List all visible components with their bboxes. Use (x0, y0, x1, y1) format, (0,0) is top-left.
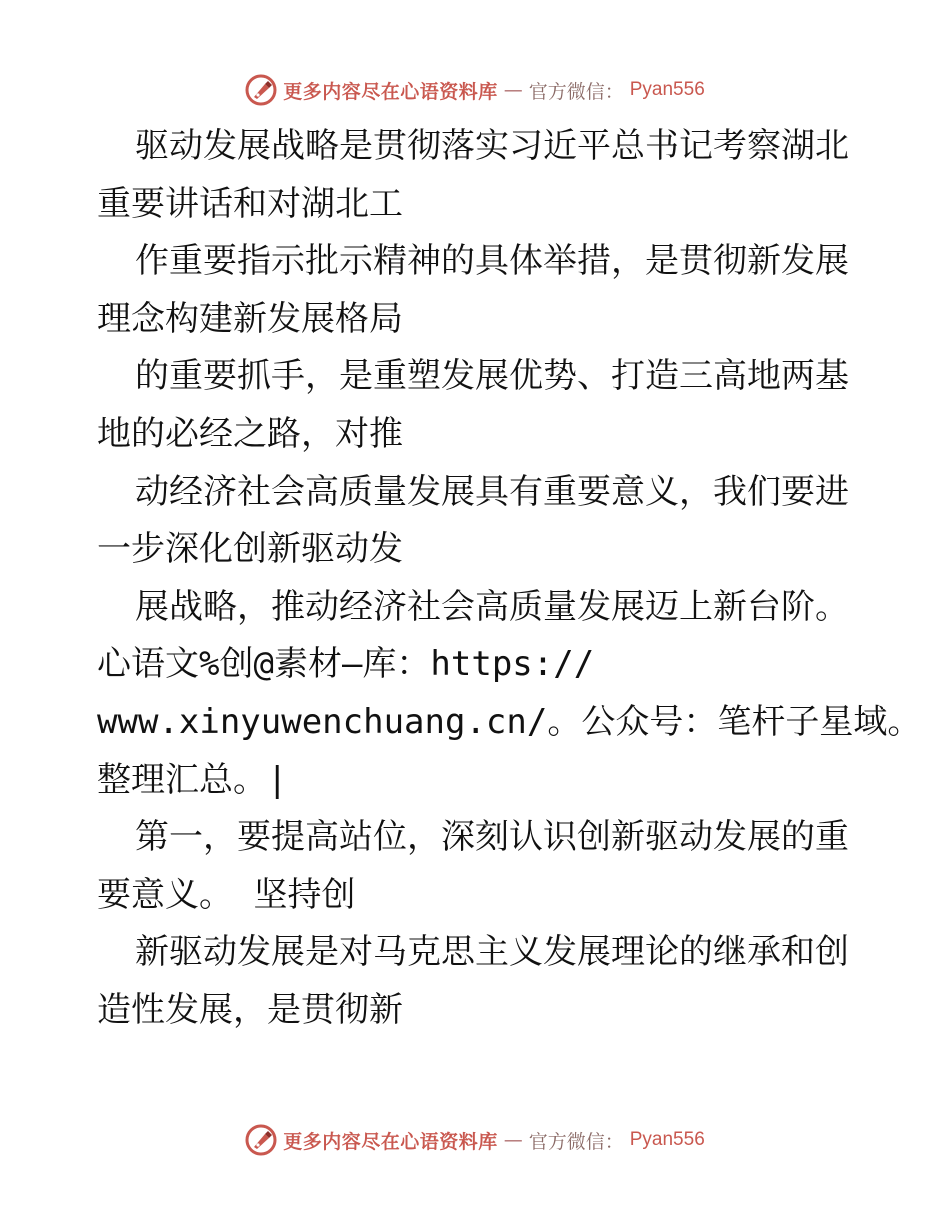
text-line: 展战略，推动经济社会高质量发展迈上新台阶。 (135, 586, 849, 627)
banner-wechat-label: 官方微信： (528, 1130, 624, 1153)
text-line: 动经济社会高质量发展具有重要意义，我们要进 (135, 471, 849, 512)
text-line: 整理汇总。| (97, 759, 288, 800)
text-line: 心语文%创@素材—库：https:// (97, 644, 595, 685)
document-body (97, 118, 922, 1040)
text-line: 重要讲话和对湖北工 (97, 183, 403, 224)
text-line: 作重要指示批示精神的具体举措，是贯彻新发展 (135, 241, 849, 282)
text-line: 地的必经之路，对推 (97, 413, 403, 454)
text-line: 理念构建新发展格局 (97, 298, 403, 339)
text-line: 第一，要提高站位，深刻认识创新驱动发展的重 (135, 817, 849, 858)
text-line: 要意义。 坚持创 (97, 874, 356, 915)
banner-wechat-id: Pyan556 (629, 79, 705, 100)
text-line: 新驱动发展是对马克思主义发展理论的继承和创 (135, 932, 849, 973)
text-line: 的重要抓手，是重塑发展优势、打造三高地两基 (135, 356, 849, 397)
banner-separator: — (503, 79, 523, 101)
text-line: 造性发展，是贯彻新 (97, 989, 403, 1030)
text-line: 一步深化创新驱动发 (97, 529, 403, 570)
pen-nib-logo-icon (245, 74, 277, 106)
banner-wechat-label: 官方微信： (528, 80, 624, 103)
header-banner (0, 72, 950, 108)
text-line: 驱动发展战略是贯彻落实习近平总书记考察湖北 (135, 126, 849, 166)
banner-separator: — (503, 1129, 523, 1151)
text-line: www.xinyuwenchuang.cn/。公众号：笔杆子星域。 (97, 701, 922, 742)
banner-wechat-id: Pyan556 (629, 1129, 705, 1150)
banner-main-text: 更多内容尽在心语资料库 (283, 80, 498, 103)
pen-nib-logo-icon (245, 1124, 277, 1156)
banner-main-text: 更多内容尽在心语资料库 (283, 1130, 498, 1153)
footer-banner (0, 1122, 950, 1158)
